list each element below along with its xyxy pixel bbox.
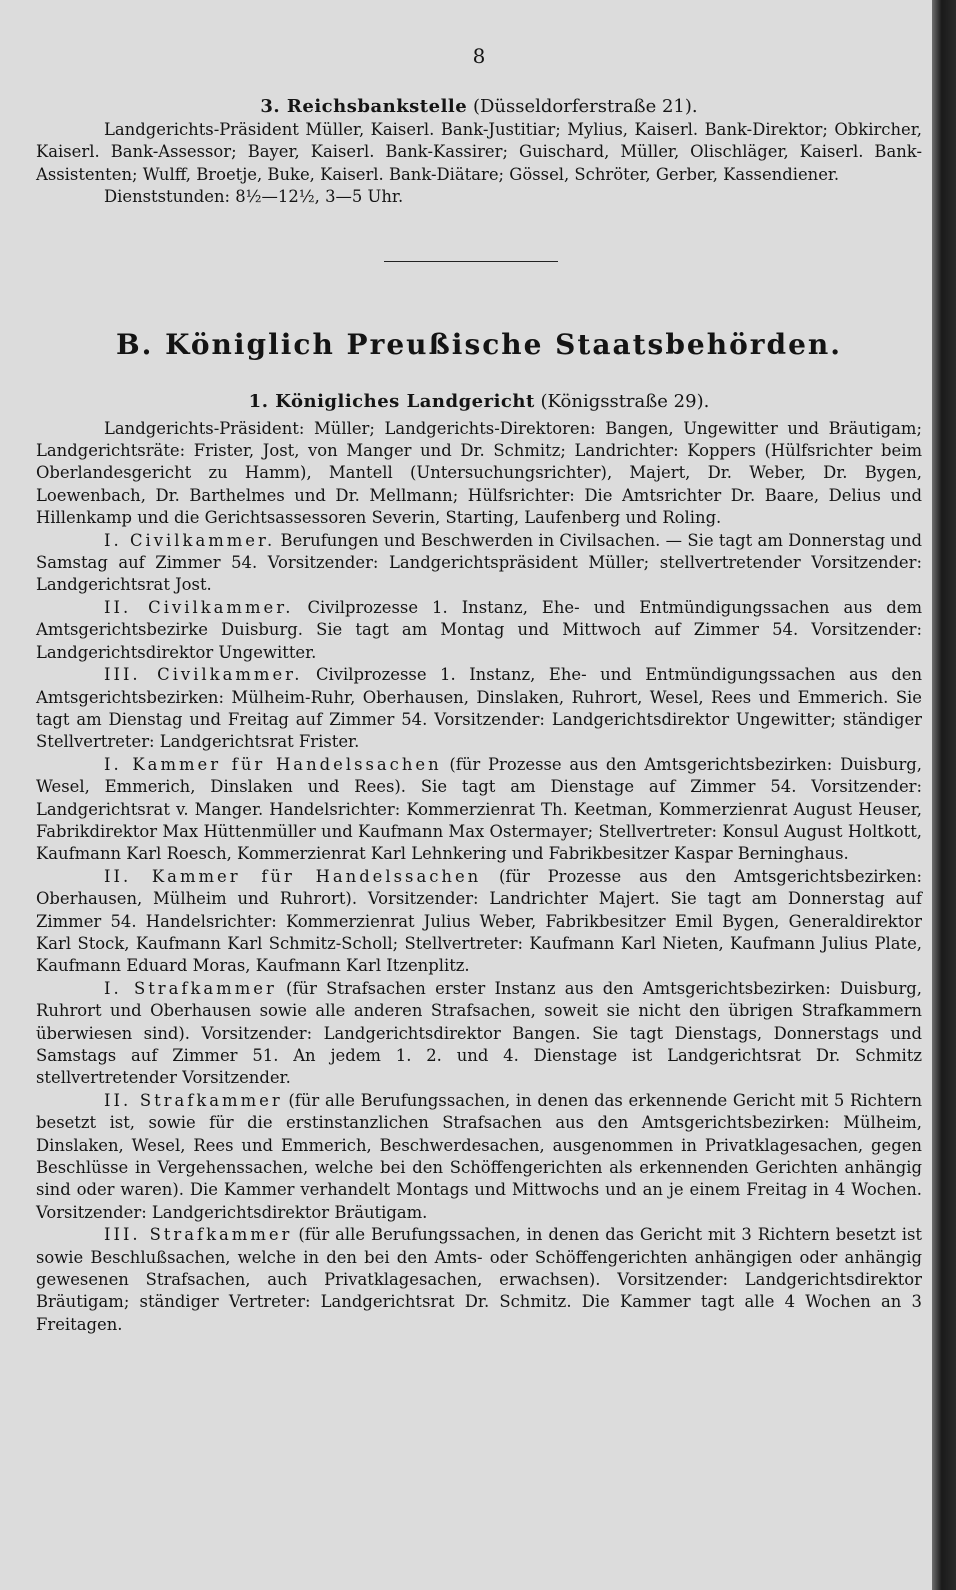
- chamber-paragraph: [36, 1090, 922, 1224]
- chamber-text: (für Prozesse aus den Amtsgerichtsbezirken: Duisburg, Wesel, Emmerich, Dinslaken und Rees). Sie tagt am Dienstage auf Zimmer 54. Vorsitzender: Landgerichtsrat v. Manger. Handelsrichter: Kommerzienrat Th. Keetman, Kommerzienrat August Heuser, Fabrikdirektor Max Hüttenmüller und Kaufmann Max Ostermayer; Stellvertreter: Konsul August Holtkott, Kaufmann Karl Roesch, Kommerzienrat Karl Lehnkering und Fabrikbesitzer Kaspar Berninghaus.: [36, 754, 923, 864]
- section-address: (Düsseldorferstraße 21).: [472, 96, 698, 117]
- section-title: 3. Reichsbankstelle: [260, 96, 468, 117]
- chamber-name: I. Civilkammer.: [104, 530, 276, 550]
- section-address: (Königsstraße 29).: [540, 390, 710, 412]
- chamber-paragraph: [36, 664, 922, 754]
- chamber-paragraph: [36, 866, 922, 978]
- chamber-name: II. Kammer für Handelssachen: [104, 866, 482, 886]
- page-number: 8: [472, 44, 486, 68]
- section-heading-landgericht: [36, 391, 922, 412]
- chamber-paragraph: [36, 754, 922, 866]
- chamber-text: (für Strafsachen erster Instanz aus den Amtsgerichtsbezirken: Duisburg, Ruhrort und Oberhausen sowie alle anderen Strafsachen, soweit sie nicht den übrigen Strafkammern überwiesen sind). Vorsitzender: Landgerichtsdirektor Bangen. Sie tagt Dienstags, Donnerstags und Samstags auf Zimmer 51. An jedem 1. 2. und 4. Dienstage ist Landgerichtsrat Dr. Schmitz stellvertretender Vorsitzender.: [36, 978, 922, 1088]
- part-heading: B. Königlich Preußische Staatsbehörden.: [116, 327, 842, 361]
- chamber-text: (für alle Berufungssachen, in denen das erkennende Gericht mit 5 Richtern besetzt ist, sowie für die erstinstanzlichen Strafsachen aus den Amtsgerichtsbezirken: Mülheim, Dinslaken, Wesel, Rees und Emmerich, Beschwerdesachen, ausgenommen in Privatklagesachen, gegen Beschlüsse in Vergehenssachen, welche bei den Schöffengerichten als erkennenden Gerichten anhängig sind oder waren). Die Kammer verhandelt Montags und Mittwochs und an je einem Freitag in 4 Wochen. Vorsitzender: Landgerichtsdirektor Bräutigam.: [36, 1090, 923, 1222]
- divider-rule: [384, 261, 558, 262]
- section-heading-reichsbankstelle: [36, 96, 922, 117]
- section-title: 1. Königliches Landgericht: [248, 390, 535, 412]
- reichsbank-staff-paragraph: Landgerichts-Präsident Müller, Kaiserl. Bank-Justitiar; Mylius, Kaiserl. Bank-Direktor; Obkircher, Kaiserl. Bank-Assessor; Bayer, Kaiserl. Bank-Kassirer; Guischard, Müller, Olischläger, Kaiserl. Bank-Assistenten; Wulff, Broetje, Buke, Kaiserl. Bank-Diätare; Gössel, Schröter, Gerber, Kassendiener.: [36, 120, 922, 184]
- book-spine-edge: [932, 0, 956, 1590]
- chamber-name: II. Strafkammer: [104, 1090, 283, 1110]
- chamber-paragraph: [36, 1224, 922, 1336]
- chamber-name: III. Civilkammer.: [104, 665, 303, 685]
- chamber-text: (für Prozesse aus den Amtsgerichtsbezirken: Oberhausen, Mülheim und Ruhrort). Vorsitzender: Landrichter Majert. Sie tagt am Donnerstag auf Zimmer 54. Handelsrichter: Kommerzienrat Julius Weber, Fabrikbesitzer Emil Bygen, Generaldirektor Karl Stock, Kaufmann Karl Schmitz-Scholl; Stellvertreter: Kaufmann Karl Nieten, Kaufmann Julius Plate, Kaufmann Eduard Moras, Kaufmann Karl Itzenplitz.: [36, 866, 922, 976]
- chamber-text: (für alle Berufungssachen, in denen das Gericht mit 3 Richtern besetzt ist sowie Beschlußsachen, welche in den bei den Amts- oder Schöffengerichten anhängigen oder anhängig gewesenen Strafsachen, auch Privatklagesachen, erwachsen). Vorsitzender: Landgerichtsdirektor Bräutigam; ständiger Vertreter: Landgerichtsrat Dr. Schmitz. Die Kammer tagt alle 4 Wochen an 3 Freitagen.: [36, 1225, 922, 1334]
- office-hours: Dienststunden: 8½—12½, 3—5 Uhr.: [104, 187, 404, 207]
- chamber-paragraph: [36, 530, 922, 597]
- chamber-text: Berufungen und Beschwerden in Civilsachen. — Sie tagt am Donnerstag und Samstag auf Zimmer 54. Vorsitzender: Landgerichtspräsident Müller; stellvertretender Vorsitzender: Landgerichtsrat Jost.: [36, 530, 923, 595]
- chamber-paragraph: [36, 597, 922, 664]
- chamber-paragraph: [36, 978, 922, 1090]
- chamber-name: III. Strafkammer: [104, 1225, 293, 1245]
- chamber-name: II. Civilkammer.: [104, 597, 294, 617]
- landgericht-intro-paragraph: Landgerichts-Präsident: Müller; Landgerichts-Direktoren: Bangen, Ungewitter und Bräutigam; Landgerichtsräte: Frister, Jost, von Manger und Dr. Schmitz; Landrichter: Koppers (Hülfsrichter beim Oberlandesgericht zu Hamm), Mantell (Untersuchungsrichter), Majert, Dr. Weber, Dr. Bygen, Loewenbach, Dr. Barthelmes und Dr. Mellmann; Hülfsrichter: Die Amtsrichter Dr. Baare, Delius und Hillenkamp und die Gerichtsassessoren Severin, Starting, Laufenberg und Roling.: [36, 418, 922, 528]
- chamber-text: Civilprozesse 1. Instanz, Ehe- und Entmündigungssachen aus dem Amtsgerichtsbezirke Duisburg. Sie tagt am Montag und Mittwoch auf Zimmer 54. Vorsitzender: Landgerichtsdirektor Ungewitter.: [36, 597, 922, 662]
- page-content: [36, 44, 922, 1336]
- chamber-name: I. Strafkammer: [104, 978, 277, 998]
- chamber-text: Civilprozesse 1. Instanz, Ehe- und Entmündigungssachen aus den Amtsgerichtsbezirken: Mülheim-Ruhr, Oberhausen, Dinslaken, Ruhrort, Wesel, Rees und Emmerich. Sie tagt am Dienstag und Freitag auf Zimmer 54. Vorsitzender: Landgerichtsdirektor Ungewitter; ständiger Stellvertreter: Landgerichtsrat Frister.: [36, 665, 923, 752]
- chamber-name: I. Kammer für Handelssachen: [104, 754, 442, 774]
